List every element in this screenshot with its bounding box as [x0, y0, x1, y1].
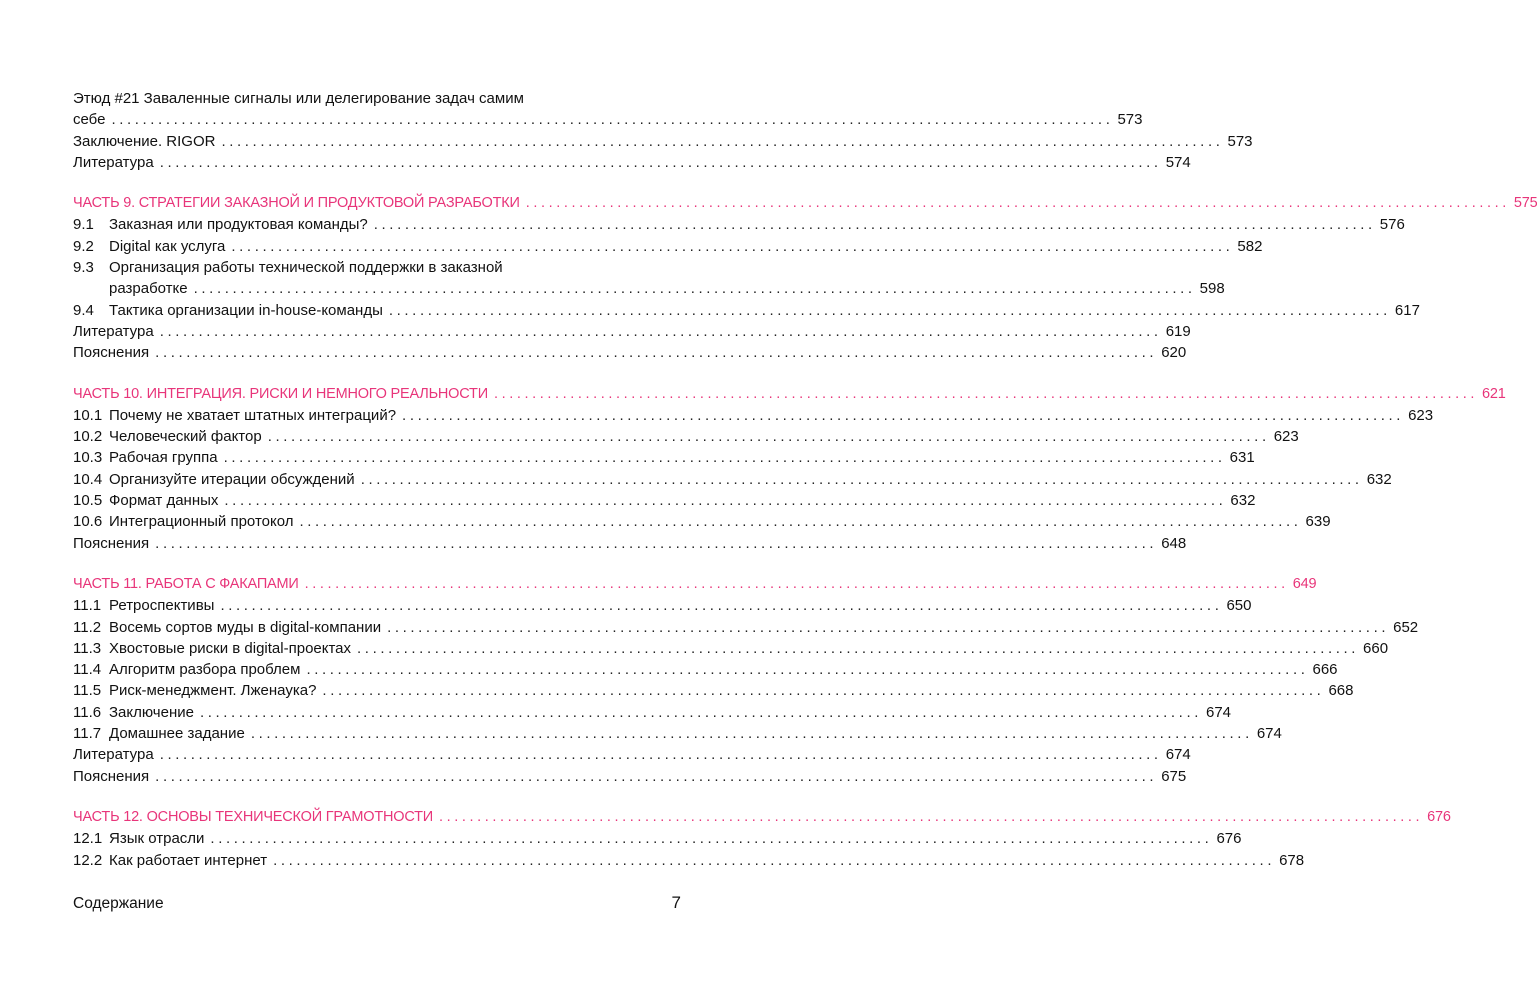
toc-part-heading[interactable] [73, 574, 1317, 595]
toc-entry-title: Риск-менеджмент. Лженаука? [109, 682, 317, 700]
toc-entry[interactable] [73, 152, 1191, 173]
leader-dots: ................................................................................................................................. [439, 808, 1424, 825]
toc-page-number: 676 [1216, 830, 1242, 848]
toc-page-number: 598 [1199, 280, 1225, 298]
toc-entry-title: Как работает интернет [109, 851, 268, 869]
toc-entry-title: Организуйте итерации обсуждений [109, 470, 355, 488]
leader-dots: ................................................................................................................................. [373, 216, 1376, 234]
toc-page-number: 576 [1379, 216, 1405, 234]
toc-entry-title: Пояснения [73, 534, 150, 552]
toc-entry-title: Человеческий фактор [109, 428, 262, 446]
section-spacer [73, 787, 681, 807]
toc-entry-title: Digital как услуга [109, 237, 226, 255]
leader-dots: ................................................................................................................................. [387, 618, 1390, 636]
toc-page-number: 623 [1408, 406, 1434, 424]
toc-entry[interactable] [73, 659, 1338, 680]
part-title: ЧАСТЬ 9. СТРАТЕГИИ ЗАКАЗНОЙ И ПРОДУКТОВОЙ РАЗРАБОТКИ [73, 195, 520, 212]
toc-page-number: 632 [1366, 470, 1392, 488]
leader-dots: ................................................................................................................................. [220, 597, 1223, 615]
toc-entry[interactable] [73, 744, 1191, 765]
section-number: 10.5 [73, 492, 103, 510]
toc-entry[interactable] [73, 131, 1253, 152]
toc-page-number: 631 [1229, 449, 1255, 467]
toc-page-number: 676 [1427, 808, 1451, 825]
toc-entry[interactable] [73, 511, 1331, 532]
toc-entry-title: разработке [109, 280, 188, 298]
section-number: 9.1 [73, 216, 94, 234]
toc-entry-title: Литература [73, 153, 154, 171]
toc-entry-title: Восемь сортов муды в digital-компании [109, 618, 382, 636]
toc-entry[interactable] [73, 342, 1187, 363]
toc-entry[interactable] [73, 109, 1143, 130]
leader-dots: ................................................................................................................................. [357, 639, 1360, 657]
leader-dots: ................................................................................................................................. [159, 153, 1162, 171]
leader-dots: ................................................................................................................................. [231, 237, 1234, 255]
toc-page-number: 666 [1312, 661, 1338, 679]
toc-page-number: 621 [1482, 385, 1506, 402]
toc-entry[interactable] [73, 300, 1420, 321]
toc-entry-title: Пояснения [73, 344, 150, 362]
toc-entry-title: Алгоритм разбора проблем [109, 661, 301, 679]
leader-dots: ................................................................................................................................. [155, 767, 1158, 785]
toc-entry-title: Интеграционный протокол [109, 513, 294, 531]
toc-entry-wrapped-line1 [73, 257, 681, 278]
toc-entry[interactable] [73, 680, 1354, 701]
toc-entry[interactable] [73, 426, 1299, 447]
leader-dots: ................................................................................................................................. [273, 851, 1276, 869]
page-footer [73, 893, 681, 913]
footer-label: Содержание [73, 895, 164, 912]
toc-page-number: 574 [1165, 153, 1191, 171]
toc-entry[interactable] [73, 595, 1252, 616]
toc-entry[interactable] [73, 702, 1232, 723]
leader-dots: ................................................................................................................................. [267, 428, 1270, 446]
part-title: ЧАСТЬ 10. ИНТЕГРАЦИЯ. РИСКИ И НЕМНОГО РЕАЛЬНОСТИ [73, 385, 488, 402]
toc-entry-title: Рабочая группа [109, 449, 218, 467]
leader-dots: ................................................................................................................................. [155, 344, 1158, 362]
toc-page-number: 619 [1165, 322, 1191, 340]
toc-part-heading[interactable] [73, 193, 1537, 214]
toc-page-number: 620 [1161, 344, 1187, 362]
toc-page-number: 617 [1394, 301, 1420, 319]
footer-page-number: 7 [671, 893, 681, 912]
section-number: 11.6 [73, 703, 102, 721]
toc-entry[interactable] [73, 278, 1225, 299]
section-number: 11.2 [73, 618, 102, 636]
section-number: 11.1 [73, 597, 102, 615]
toc-part-heading[interactable] [73, 384, 1506, 405]
leader-dots: ................................................................................................................................. [199, 703, 1202, 721]
toc-entry-title: Домашнее задание [109, 725, 245, 743]
toc-entry-title: Язык отрасли [109, 830, 205, 848]
leader-dots: ................................................................................................................................. [155, 534, 1158, 552]
toc-entry-title: Литература [73, 746, 154, 764]
leader-dots: ................................................................................................................................. [221, 132, 1224, 150]
toc-page-number: 649 [1292, 575, 1317, 592]
section-number: 10.1 [73, 406, 103, 424]
toc-page-number: 623 [1273, 428, 1299, 446]
leader-dots: ................................................................................................................................. [159, 746, 1162, 764]
toc-entry[interactable] [73, 490, 1256, 511]
toc-page-number: 678 [1279, 851, 1305, 869]
toc-page-number: 582 [1237, 237, 1263, 255]
leader-dots: ................................................................................................................................. [210, 830, 1213, 848]
toc-page-number: 650 [1226, 597, 1252, 615]
toc-entry-title: Хвостовые риски в digital-проектах [109, 639, 352, 657]
section-number: 9.3 [73, 259, 94, 277]
section-number: 10.4 [73, 470, 103, 488]
section-number: 9.4 [73, 301, 94, 319]
leader-dots: ................................................................................................................................. [224, 492, 1227, 510]
section-number: 12.2 [73, 851, 103, 869]
toc-page-number: 674 [1165, 746, 1191, 764]
toc-entry-title: Пояснения [73, 767, 150, 785]
toc-entry-title: Заказная или продуктовая команды? [109, 216, 368, 234]
leader-dots: ................................................................................................................................. [223, 449, 1226, 467]
toc-entry-title: Заключение. RIGOR [73, 132, 216, 150]
leader-dots: ................................................................................................................................. [388, 301, 1391, 319]
toc-part-heading[interactable] [73, 807, 1451, 828]
leader-dots: ................................................................................................................................. [250, 725, 1253, 743]
leader-dots: ................................................................................................................................. [525, 195, 1510, 212]
toc-entry[interactable] [73, 850, 1305, 871]
part-title: ЧАСТЬ 12. ОСНОВЫ ТЕХНИЧЕСКОЙ ГРАМОТНОСТИ [73, 808, 434, 825]
toc-entry[interactable] [73, 638, 1389, 659]
toc-entry-title-line1: Организация работы технической поддержки в заказной [109, 259, 503, 277]
section-number: 11.3 [73, 639, 102, 657]
toc-entry[interactable] [73, 405, 1434, 426]
toc-entry[interactable] [73, 214, 1405, 235]
leader-dots: ................................................................................................................................. [299, 513, 1302, 531]
toc-entry[interactable] [73, 766, 1187, 787]
leader-dots: ................................................................................................................................. [159, 322, 1162, 340]
toc-entry-title: Тактика организации in-house-команды [109, 301, 383, 319]
section-number: 11.4 [73, 661, 102, 679]
toc-page-number: 648 [1161, 534, 1187, 552]
toc-page-number: 639 [1305, 513, 1331, 531]
toc-entry-title-line1: Этюд #21 Заваленные сигналы или делегирование задач самим [73, 90, 524, 107]
leader-dots: ................................................................................................................................. [193, 280, 1196, 298]
toc-page-number: 652 [1393, 618, 1419, 636]
toc-entry[interactable] [73, 828, 1242, 849]
toc-entry-title: Формат данных [109, 492, 219, 510]
toc-page-number: 675 [1161, 767, 1187, 785]
toc-page-number: 660 [1363, 639, 1389, 657]
leader-dots: ................................................................................................................................. [493, 385, 1479, 402]
section-number: 10.3 [73, 449, 103, 467]
leader-dots: ................................................................................................................................. [360, 470, 1363, 488]
section-spacer [73, 364, 681, 384]
toc-page-number: 674 [1256, 725, 1282, 743]
leader-dots: ................................................................................................................................. [304, 575, 1289, 592]
toc-entry-title: Литература [73, 322, 154, 340]
toc-page-number: 573 [1117, 111, 1143, 129]
section-number: 10.2 [73, 428, 103, 446]
section-number: 12.1 [73, 830, 103, 848]
section-number: 11.5 [73, 682, 102, 700]
leader-dots: ................................................................................................................................. [111, 111, 1114, 129]
section-number: 10.6 [73, 513, 103, 531]
toc-page-number: 632 [1230, 492, 1256, 510]
toc-entry-title: Почему не хватает штатных интеграций? [109, 406, 397, 424]
leader-dots: ................................................................................................................................. [402, 406, 1405, 424]
table-of-contents [73, 88, 1537, 871]
toc-entry-title: Заключение [109, 703, 194, 721]
toc-entry[interactable] [73, 617, 1419, 638]
toc-page-number: 573 [1227, 132, 1253, 150]
toc-page-number: 668 [1328, 682, 1354, 700]
toc-page-number: 674 [1205, 703, 1232, 721]
section-number: 9.2 [73, 237, 94, 255]
toc-entry[interactable] [73, 533, 1187, 554]
section-spacer [73, 554, 681, 574]
toc-entry[interactable] [73, 321, 1191, 342]
toc-page-number: 575 [1513, 195, 1537, 212]
toc-entry[interactable] [73, 723, 1282, 744]
leader-dots: ................................................................................................................................. [306, 661, 1309, 679]
toc-entry[interactable] [73, 447, 1255, 468]
section-spacer [73, 173, 681, 193]
toc-entry[interactable] [73, 236, 1263, 257]
section-number: 11.7 [73, 725, 102, 743]
toc-entry-title: себе [73, 111, 106, 129]
leader-dots: ................................................................................................................................. [322, 682, 1325, 700]
toc-entry-title: Ретроспективы [109, 597, 215, 615]
part-title: ЧАСТЬ 11. РАБОТА С ФАКАПАМИ [73, 575, 299, 592]
toc-entry[interactable] [73, 469, 1392, 490]
